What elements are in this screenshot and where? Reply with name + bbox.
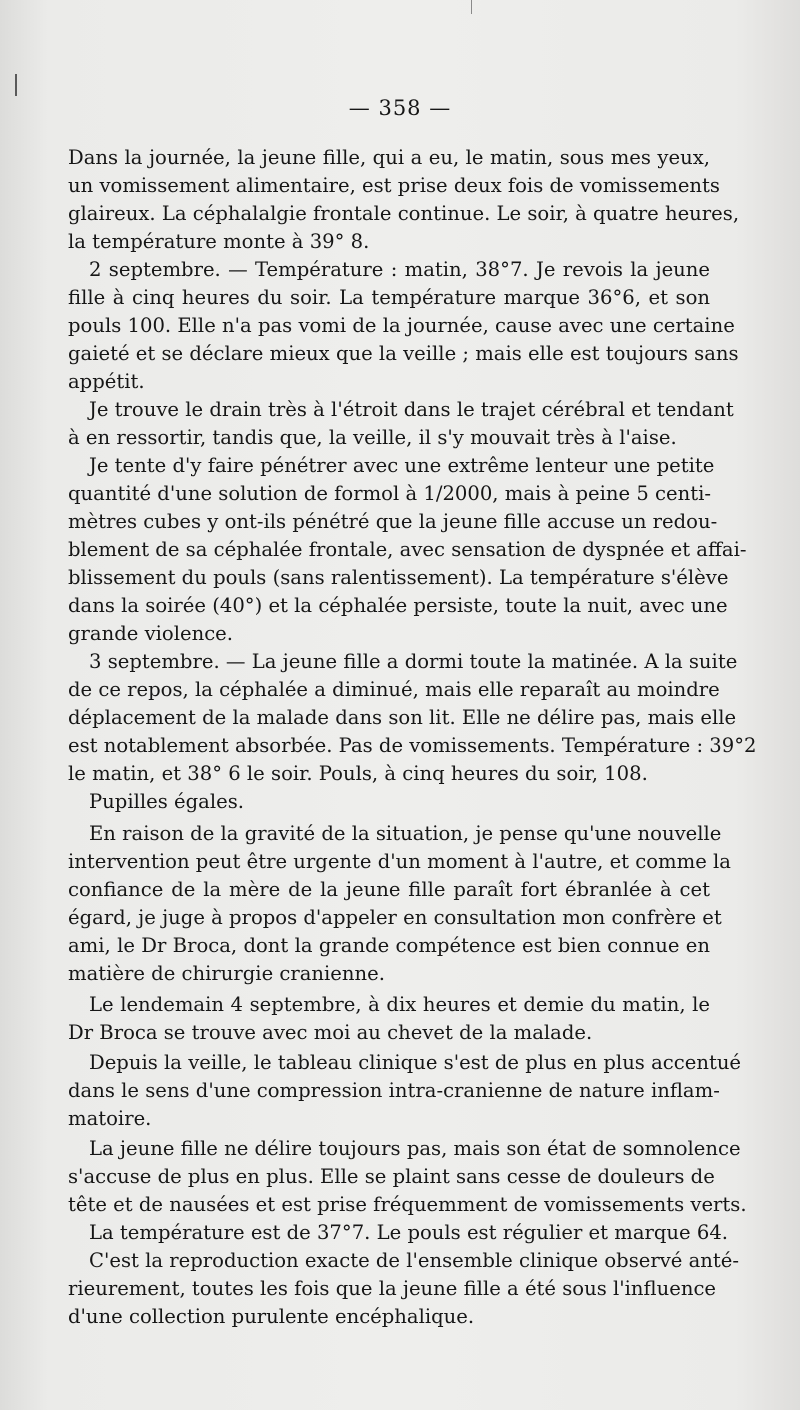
text-line: gaieté et se déclare mieux que la veille ; mais elle est toujours sans (68, 342, 739, 365)
text-line: égard, je juge à propos d'appeler en consultation mon confrère et (68, 906, 722, 929)
text-line: dans le sens d'une compression intra-cranienne de nature inflam- (68, 1079, 720, 1102)
text-line: un vomissement alimentaire, est prise deux fois de vomissements (68, 174, 720, 197)
text-line: En raison de la gravité de la situation, je pense qu'une nouvelle (89, 822, 722, 845)
margin-mark (15, 74, 17, 96)
text-line: ami, le Dr Broca, dont la grande compétence est bien connue en (68, 934, 710, 957)
text-line: glaireux. La céphalalgie frontale continue. Le soir, à quatre heures, (68, 202, 740, 225)
text-line: C'est la reproduction exacte de l'ensemble clinique observé anté- (89, 1249, 740, 1272)
text-line: Pupilles égales. (89, 790, 244, 813)
text-line: matière de chirurgie cranienne. (68, 962, 385, 985)
text-line: intervention peut être urgente d'un moment à l'autre, et comme la (68, 850, 731, 873)
text-line: blement de sa céphalée frontale, avec sensation de dyspnée et affai- (68, 538, 747, 561)
text-line: La température est de 37°7. Le pouls est régulier et marque 64. (89, 1221, 729, 1244)
text-line: mètres cubes y ont-ils pénétré que la jeune fille accuse un redou- (68, 510, 718, 533)
text-line: quantité d'une solution de formol à 1/2000, mais à peine 5 centi- (68, 482, 711, 505)
text-line: 3 septembre. — La jeune fille a dormi toute la matinée. A la suite (89, 650, 738, 673)
text-line: appétit. (68, 370, 145, 393)
text-line: matoire. (68, 1107, 152, 1130)
top-edge-mark (471, 0, 472, 14)
text-line: à en ressortir, tandis que, la veille, il s'y mouvait très à l'aise. (68, 426, 677, 449)
text-line: Dr Broca se trouve avec moi au chevet de la malade. (68, 1021, 593, 1044)
text-line: est notablement absorbée. Pas de vomissements. Température : 39°2 (68, 734, 757, 757)
text-line: Depuis la veille, le tableau clinique s'est de plus en plus accentué (89, 1051, 742, 1074)
text-line: tête et de nausées et est prise fréquemment de vomissements verts. (68, 1193, 747, 1216)
text-line: rieurement, toutes les fois que la jeune fille a été sous l'influence (68, 1277, 717, 1300)
text-line: déplacement de la malade dans son lit. Elle ne délire pas, mais elle (68, 706, 737, 729)
text-line: le matin, et 38° 6 le soir. Pouls, à cinq heures du soir, 108. (68, 762, 648, 785)
text-line: Je trouve le drain très à l'étroit dans le trajet cérébral et tendant (89, 398, 734, 421)
text-line: s'accuse de plus en plus. Elle se plaint sans cesse de douleurs de (68, 1165, 715, 1188)
text-line: dans la soirée (40°) et la céphalée persiste, toute la nuit, avec une (68, 594, 728, 617)
text-line: la température monte à 39° 8. (68, 230, 370, 253)
text-line: blissement du pouls (sans ralentissement). La température s'élève (68, 566, 729, 589)
text-line: Dans la journée, la jeune fille, qui a eu, le matin, sous mes yeux, (68, 146, 710, 169)
text-line: de ce repos, la céphalée a diminué, mais elle reparaît au moindre (68, 678, 720, 701)
text-line: d'une collection purulente encéphalique. (68, 1305, 475, 1328)
text-line: Le lendemain 4 septembre, à dix heures et demie du matin, le (89, 993, 710, 1016)
text-line: La jeune fille ne délire toujours pas, mais son état de somnolence (89, 1137, 741, 1160)
page-number: — 358 — (348, 96, 452, 120)
text-line: 2 septembre. — Température : matin, 38°7. Je revois la jeune (89, 258, 710, 281)
text-line: grande violence. (68, 622, 233, 645)
text-line: Je tente d'y faire pénétrer avec une extrême lenteur une petite (89, 454, 715, 477)
text-line: pouls 100. Elle n'a pas vomi de la journée, cause avec une certaine (68, 314, 735, 337)
text-line: fille à cinq heures du soir. La température marque 36°6, et son (68, 286, 710, 309)
text-line: confiance de la mère de la jeune fille paraît fort ébranlée à cet (68, 878, 710, 901)
